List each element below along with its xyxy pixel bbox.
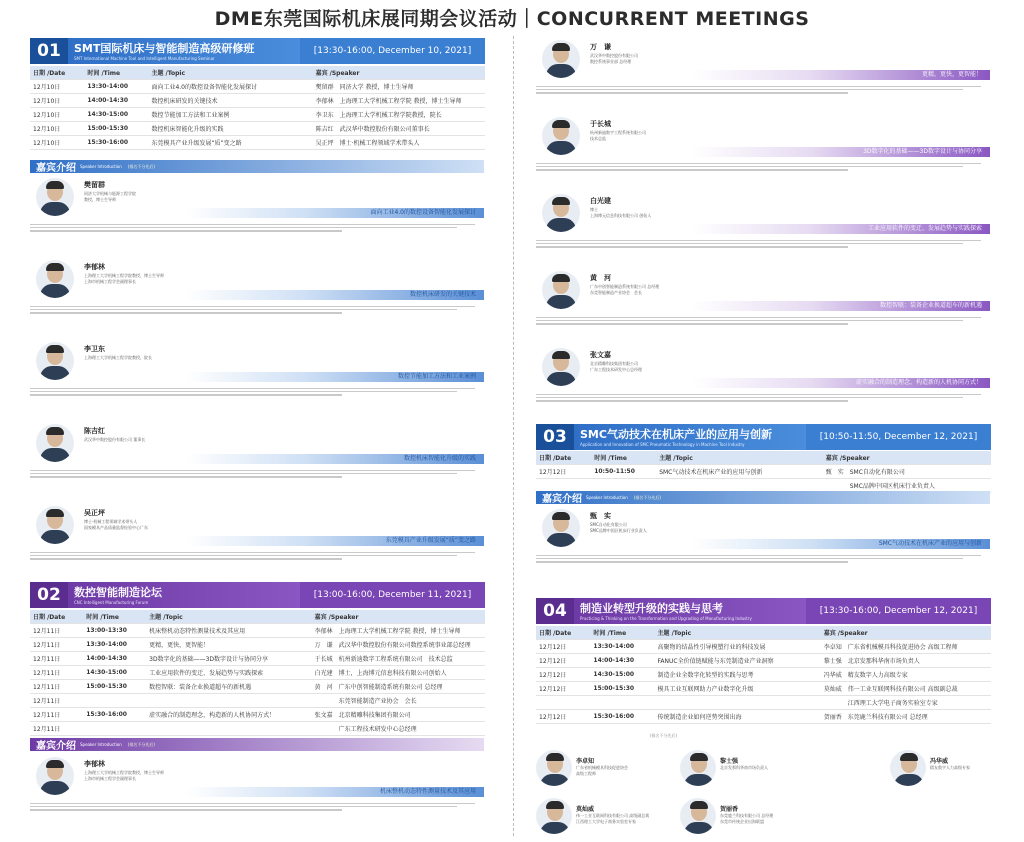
table-row [536, 682, 991, 696]
speaker-bio-placeholder [536, 553, 981, 568]
speaker-bio-placeholder [30, 550, 475, 565]
hair-shape [552, 351, 570, 359]
table-row [30, 722, 485, 736]
grid-speaker [680, 750, 768, 786]
torso-shape [546, 218, 576, 232]
speaker-name: 莫灿威 [576, 806, 595, 813]
speaker-title-2: 上海市机械工程学会副理事长 [84, 776, 136, 781]
speaker-photo [680, 798, 716, 834]
speaker-name: 冯华威 [930, 758, 949, 765]
speaker-name: 樊留群 [84, 181, 105, 189]
torso-shape [546, 64, 576, 78]
table-cell: 江西理工大学电子商务实验室专家 [821, 696, 991, 710]
speaker-bio-placeholder [30, 801, 475, 816]
section-time: [13:00-16:00, December 11, 2021] [300, 582, 485, 608]
speaker-title-2: SMC品牌中国区机床行业负责人 [590, 528, 647, 533]
speaker-title-2: 教授，博士生导师 [84, 197, 116, 202]
speaker-bio-placeholder [30, 468, 475, 483]
speaker-bio-placeholder [536, 161, 981, 176]
section-number: 03 [536, 424, 574, 450]
speaker-meta [576, 756, 628, 777]
speaker-photo [36, 424, 74, 462]
table-cell: 13:30-14:00 [83, 638, 146, 652]
section-title: SMC气动技术在机床产业的应用与创新 [580, 428, 772, 441]
table-cell: 东莞模具产业升级发展“质”变之路 [148, 136, 312, 150]
section-title: 制造业转型升级的实践与思考 [580, 602, 723, 615]
table-cell: 于长城 杭州新迪数字工程系统有限公司 技术总监 [312, 652, 485, 666]
table-header-cell: 嘉宾 /Speaker [823, 451, 991, 465]
speaker-meta [930, 756, 970, 771]
rank-note: (排名不分先后) [650, 733, 678, 738]
table-cell: 贺丽香 东莞鹿兰科技有限公司 总经理 [821, 710, 991, 724]
table-cell: 15:00-15:30 [83, 680, 146, 694]
speaker-topic: 虚实融合的制造理念，构造新的人机协同方式！ [692, 378, 990, 388]
speaker-title: 上海理工大学机械工程学院教授，博士生导师 [84, 770, 164, 775]
table-cell: 13:30-14:00 [84, 80, 148, 94]
table-cell: 冯华威 精友数字人力高级专家 [821, 668, 991, 682]
table-header-row [30, 610, 485, 624]
table-cell: 12月10日 [30, 94, 84, 108]
speaker-photo [36, 178, 74, 216]
table-row [30, 680, 485, 694]
page-title: DME东莞国际机床展同期会议活动｜CONCURRENT MEETINGS [214, 8, 810, 30]
table-cell: 陈吉红 武汉华中数控股份有限公司董事长 [313, 122, 485, 136]
speaker-photo [536, 798, 572, 834]
table-cell: 莫灿威 伟一工业互联网科技有限公司 高级副总裁 [821, 682, 991, 696]
torso-shape [546, 141, 576, 155]
speaker-title: 同济大学机械与能源工程学院 [84, 191, 136, 196]
table-cell: 张文嘉 北京精雕科技集团有限公司 [312, 708, 485, 722]
table-cell: 12月11日 [30, 680, 83, 694]
section-02-header [30, 582, 485, 608]
grid-speaker [680, 798, 773, 834]
speaker-photo [536, 750, 572, 786]
table-header-cell: 嘉宾 /Speaker [313, 66, 485, 80]
table-cell: 15:30-16:00 [84, 136, 148, 150]
speaker-topic: 数控智联：装备企业换道超车的新机遇 [692, 301, 990, 311]
section-04-header [536, 598, 991, 624]
table-cell: 12月12日 [536, 668, 590, 682]
speaker-topic: 数控机床研发的关键技术 [186, 290, 484, 300]
speaker-name: 白光建 [590, 197, 611, 205]
speaker-topic: 工业应用软件的变迁、发展趋势与实践探索 [692, 224, 990, 234]
speaker-topic: 数控机床智能化升级的实践 [186, 454, 484, 464]
torso-shape [40, 781, 70, 795]
table-cell: 甄 实 SMC自动化有限公司 [823, 465, 991, 479]
table-cell: FANUC全价值链赋能与东莞制造业产业洞察 [655, 654, 821, 668]
hair-shape [552, 197, 570, 205]
table-row [30, 94, 485, 108]
table-cell: 机床整机动态特性测量技术及其应用 [146, 624, 311, 638]
section-03-header [536, 424, 991, 450]
speaker-photo [542, 348, 580, 386]
speaker-title: 武汉华中数控股份有限公司 [590, 53, 638, 58]
section-time: [13:30-16:00, December 12, 2021] [806, 598, 991, 624]
table-cell: 12月11日 [30, 624, 83, 638]
hair-shape [546, 753, 564, 761]
hair-shape [900, 753, 918, 761]
table-cell: SMC气动技术在机床产业的应用与创新 [656, 465, 823, 479]
speaker-bio-placeholder [536, 84, 981, 99]
section-title-block [574, 598, 806, 624]
table-cell: 12月11日 [30, 652, 83, 666]
speaker-title: SMC自动化有限公司 [590, 522, 627, 527]
table-row [536, 654, 991, 668]
table-cell [83, 694, 146, 708]
speaker-topic: 数控节能加工方法和工业案例 [186, 372, 484, 382]
speaker-title: 上海理工大学机械工程学院教授，院长 [84, 355, 152, 360]
grid-speaker [536, 798, 649, 834]
speaker-name: 贺丽香 [720, 806, 739, 813]
table-header-cell: 主题 /Topic [148, 66, 312, 80]
table-row [536, 668, 991, 682]
torso-shape [40, 284, 70, 298]
table-row [30, 638, 485, 652]
speaker-intro-header-03 [536, 491, 990, 504]
speaker-meta [720, 804, 773, 825]
table-cell: 12月11日 [30, 638, 83, 652]
table-cell: 12月12日 [536, 710, 590, 724]
speaker-title-2: 东莞市传统企业出海联盟 [720, 819, 764, 824]
table-cell: 12月12日 [536, 682, 590, 696]
table-row [30, 708, 485, 722]
table-header-cell: 时间 /Time [84, 66, 148, 80]
table-row [30, 108, 485, 122]
torso-shape [40, 202, 70, 216]
table-header-cell: 时间 /Time [591, 451, 656, 465]
table-row [30, 694, 485, 708]
table-cell: 黎士强 北京发那科华南市场负责人 [821, 654, 991, 668]
table-row [30, 136, 485, 150]
table-cell [146, 722, 311, 736]
table-cell: 13:30-14:00 [590, 640, 654, 654]
speaker-intro-label: 嘉宾介绍 [36, 163, 76, 174]
speaker-title: 博士·机械工程领域学术带头人 [84, 519, 138, 524]
speaker-name: 黄 河 [590, 274, 611, 282]
table-cell: 万 谦 武汉华中数控股份有限公司数控系统事业部总经理 [312, 638, 485, 652]
speaker-title: 北京发那科华南市场负责人 [720, 765, 768, 770]
speaker-name: 吴正坪 [84, 509, 105, 517]
speaker-title: 武汉华中数控股份有限公司 董事长 [84, 437, 146, 442]
table-cell: 12月10日 [30, 108, 84, 122]
table-row [536, 640, 991, 654]
grid-speaker [890, 750, 970, 786]
table-cell [655, 696, 821, 710]
speaker-title: 东莞鹿兰科技有限公司 总经理 [720, 813, 774, 818]
torso-shape [540, 774, 570, 786]
speaker-name: 张文嘉 [590, 351, 611, 359]
hair-shape [46, 427, 64, 435]
table-row [536, 710, 991, 724]
section-number: 01 [30, 38, 68, 64]
speaker-intro-en: Speaker Introduction [80, 742, 122, 747]
speaker-name: 李卓知 [576, 758, 595, 765]
section-number: 02 [30, 582, 68, 608]
speaker-title-2: 东莞智能制造产业协会 会长 [590, 290, 642, 295]
table-cell: 12月12日 [536, 654, 590, 668]
speaker-intro-en: Speaker Introduction [586, 495, 628, 500]
speaker-intro-header [30, 160, 484, 173]
agenda-table-03 [536, 451, 991, 493]
rank-note: (排名不分先后) [633, 494, 661, 500]
table-cell: 15:00-15:30 [84, 122, 148, 136]
speaker-name: 甄 实 [590, 512, 611, 520]
table-cell: 数控机床智能化升级的实践 [148, 122, 312, 136]
rank-note: (排名不分先后) [127, 163, 155, 169]
hair-shape [552, 274, 570, 282]
table-cell: 15:00-15:30 [590, 682, 654, 696]
torso-shape [546, 533, 576, 547]
speaker-name: 万 谦 [590, 43, 611, 51]
speaker-topic: 更精，更快，更智能！ [692, 70, 990, 80]
torso-shape [40, 366, 70, 380]
table-header-cell: 嘉宾 /Speaker [312, 610, 485, 624]
table-cell: 12月10日 [30, 122, 84, 136]
table-cell: 李卫东 上海理工大学机械工程学院教授，院长 [313, 108, 485, 122]
section-title: 数控智能制造论坛 [74, 586, 162, 599]
speaker-title-2: 国家模具产品质量监督检验中心广东 [84, 525, 148, 530]
table-header-cell: 日期 /Date [30, 66, 84, 80]
table-cell: 14:00-14:30 [84, 94, 148, 108]
table-cell: 更精，更快，更智能！ [146, 638, 311, 652]
table-cell [83, 722, 146, 736]
torso-shape [546, 372, 576, 386]
table-cell: 14:30-15:00 [590, 668, 654, 682]
torso-shape [40, 448, 70, 462]
hair-shape [552, 512, 570, 520]
speaker-topic: 机床整机动态特性测量技术及其应用 [186, 787, 484, 797]
speaker-name: 李卫东 [84, 345, 105, 353]
table-cell [536, 696, 590, 710]
speaker-title: 上海理工大学机械工程学院教授，博士生导师 [84, 273, 164, 278]
speaker-photo [36, 506, 74, 544]
table-cell: 李郁林 上海理工大学机械工程学院 教授，博士生导师 [312, 624, 485, 638]
speaker-title: 广东省机械模具科技促进协会 [576, 765, 628, 770]
speaker-photo [36, 757, 74, 795]
hair-shape [46, 345, 64, 353]
table-cell: 传统制造企业如何逆势突围出海 [655, 710, 821, 724]
speaker-title-2: 江西理工大学电子商务实验室专家 [576, 819, 636, 824]
speaker-photo [36, 260, 74, 298]
torso-shape [546, 295, 576, 309]
grid-speaker [536, 750, 628, 786]
table-cell: 数控机床研发的关键技术 [148, 94, 312, 108]
table-row [30, 652, 485, 666]
speaker-name: 李郁林 [84, 263, 105, 271]
section-number: 04 [536, 598, 574, 624]
table-cell: 樊留群 同济大学 教授，博士生导师 [313, 80, 485, 94]
table-cell: 13:00-13:30 [83, 624, 146, 638]
speaker-bio-placeholder [30, 386, 475, 401]
speaker-title-2: 高级工程师 [576, 771, 596, 776]
table-cell: 广东工程技术研发中心总经理 [312, 722, 485, 736]
speaker-title-2: 数控系统事业部 总经理 [590, 59, 632, 64]
torso-shape [540, 822, 570, 834]
table-cell: 12月11日 [30, 666, 83, 680]
table-cell: 数控节能加工方法和工业案例 [148, 108, 312, 122]
speaker-bio-placeholder [30, 222, 475, 237]
hair-shape [46, 181, 64, 189]
speaker-title-2: 技术总监 [590, 136, 606, 141]
table-cell: SMC品牌中国区机床行业负责人 [823, 479, 991, 493]
table-cell: 工业应用软件的变迁、发展趋势与实践探索 [146, 666, 311, 680]
table-cell: 高聚物的结晶性引导模塑行业的科技发展 [655, 640, 821, 654]
section-subtitle: SMT International Machine Tool and Intelligent Manufacturing Seminar [74, 56, 215, 61]
speaker-photo [542, 117, 580, 155]
torso-shape [684, 822, 714, 834]
speaker-title: 精友数字人力高级专家 [930, 765, 970, 770]
speaker-bio-placeholder [30, 304, 475, 319]
speaker-bio-placeholder [536, 315, 981, 330]
section-title: SMT国际机床与智能制造高级研修班 [74, 42, 255, 55]
speaker-title: 北京精雕科技集团有限公司 [590, 361, 638, 366]
table-cell: 数控智联：装备企业换道超车的新机遇 [146, 680, 311, 694]
table-cell: 面向工业4.0的数控设备智能化发展探讨 [148, 80, 312, 94]
speaker-bio-placeholder [536, 238, 981, 253]
table-cell: 吴正坪 博士·机械工程领域学术带头人 [313, 136, 485, 150]
speaker-name: 陈吉红 [84, 427, 105, 435]
speaker-photo [542, 509, 580, 547]
speaker-photo [36, 342, 74, 380]
table-cell: 模具工业互联网助力产业数字化升级 [655, 682, 821, 696]
table-header-cell: 日期 /Date [536, 626, 590, 640]
hair-shape [690, 753, 708, 761]
table-header-row [536, 451, 991, 465]
speaker-title: 杭州新迪数字工程系统有限公司 [590, 130, 646, 135]
table-cell: 14:30-15:00 [83, 666, 146, 680]
speaker-intro-label: 嘉宾介绍 [36, 741, 76, 752]
table-header-row [30, 66, 485, 80]
table-cell: 12月11日 [30, 722, 83, 736]
torso-shape [894, 774, 924, 786]
section-title-block [68, 582, 300, 608]
speaker-title: 广东中创智能制造系统有限公司 总经理 [590, 284, 660, 289]
table-cell: 东莞智能制造产业协会 会长 [312, 694, 485, 708]
rank-note: (排名不分先后) [127, 741, 155, 747]
table-row [536, 465, 991, 479]
speaker-intro-label: 嘉宾介绍 [542, 494, 582, 505]
table-row [536, 696, 991, 710]
speaker-photo [542, 40, 580, 78]
agenda-table-01 [30, 66, 485, 150]
table-cell: 12月10日 [30, 80, 84, 94]
speaker-topic: 3D数字化的基础——3D数字设计与协同分享 [692, 147, 990, 157]
table-cell: 虚实融合的制造理念，构造新的人机协同方式！ [146, 708, 311, 722]
section-time: [10:50-11:50, December 12, 2021] [806, 424, 991, 450]
table-header-cell: 时间 /Time [590, 626, 654, 640]
speaker-intro-header-02 [30, 738, 484, 751]
speaker-photo [542, 271, 580, 309]
section-title-block [68, 38, 300, 64]
hair-shape [690, 801, 708, 809]
speaker-meta [720, 756, 768, 771]
table-cell: 12月10日 [30, 136, 84, 150]
hair-shape [552, 120, 570, 128]
section-time: [13:30-16:00, December 10, 2021] [300, 38, 485, 64]
speaker-title-2: 上海市机械工程学会副理事长 [84, 279, 136, 284]
speaker-title-2: 上海博元信息科技有限公司 创始人 [590, 213, 652, 218]
table-cell: 12月12日 [536, 465, 591, 479]
table-cell: 14:00-14:30 [83, 652, 146, 666]
speaker-title: 伟一工业互联网科技有限公司 高级副总裁 [576, 813, 650, 818]
speaker-topic: 东莞模具产业升级发展“质”变之路 [186, 536, 484, 546]
table-header-cell: 主题 /Topic [656, 451, 823, 465]
table-row [30, 80, 485, 94]
speaker-photo [680, 750, 716, 786]
table-cell: 李卓知 广东省机械模具科技促进协会 高级工程师 [821, 640, 991, 654]
speaker-photo [890, 750, 926, 786]
speaker-bio-placeholder [536, 392, 981, 407]
speaker-topic: SMC气动技术在机床产业的应用与创新 [692, 539, 990, 549]
table-row [30, 122, 485, 136]
table-cell: 黄 河 广东中创智能制造系统有限公司 总经理 [312, 680, 485, 694]
table-cell: 李郁林 上海理工大学机械工程学院 教授，博士生导师 [313, 94, 485, 108]
table-cell: 12月11日 [30, 708, 83, 722]
table-header-cell: 主题 /Topic [655, 626, 821, 640]
table-cell: 10:50-11:50 [591, 465, 656, 479]
torso-shape [40, 530, 70, 544]
column-divider [513, 36, 514, 836]
table-header-row [536, 626, 991, 640]
table-cell: 14:30-15:00 [84, 108, 148, 122]
speaker-title: 博士 [590, 207, 598, 212]
speaker-photo [542, 194, 580, 232]
speaker-name: 李郁林 [84, 760, 105, 768]
speaker-name: 黎士强 [720, 758, 739, 765]
hair-shape [46, 263, 64, 271]
table-cell: 白光建 博士，上海博元信息科技有限公司创始人 [312, 666, 485, 680]
table-row [30, 624, 485, 638]
table-cell [590, 696, 654, 710]
speaker-topic: 面向工业4.0的数控设备智能化发展探讨 [186, 208, 484, 218]
table-header-cell: 日期 /Date [536, 451, 591, 465]
table-cell: 15:30-16:00 [83, 708, 146, 722]
table-header-cell: 日期 /Date [30, 610, 83, 624]
agenda-table-04 [536, 626, 991, 724]
section-subtitle: CNC Intelligent Manufacturing Forum [74, 600, 149, 605]
section-subtitle: Application and Innovation of SMC Pneumatic Technology in Machine Tool Industry [580, 442, 745, 447]
hair-shape [46, 509, 64, 517]
agenda-table-02 [30, 610, 485, 736]
table-cell: 制造企业全数字化转型的实践与思考 [655, 668, 821, 682]
section-subtitle: Practicing & Thinking on the Transformation and Upgrading of Manufacturing Industry [580, 616, 752, 621]
speaker-title-2: 广东工程技术研发中心总经理 [590, 367, 642, 372]
table-cell [146, 694, 311, 708]
hair-shape [552, 43, 570, 51]
table-header-cell: 嘉宾 /Speaker [821, 626, 991, 640]
speaker-intro-en: Speaker Introduction [80, 164, 122, 169]
table-row [30, 666, 485, 680]
section-01-header [30, 38, 485, 64]
table-cell: 12月11日 [30, 694, 83, 708]
speaker-name: 于长城 [590, 120, 611, 128]
section-title-block [574, 424, 806, 450]
hair-shape [546, 801, 564, 809]
hair-shape [46, 760, 64, 768]
table-cell: 14:00-14:30 [590, 654, 654, 668]
table-header-cell: 时间 /Time [83, 610, 146, 624]
table-cell: 12月12日 [536, 640, 590, 654]
speaker-meta [576, 804, 649, 825]
table-cell: 15:30-16:00 [590, 710, 654, 724]
torso-shape [684, 774, 714, 786]
table-header-cell: 主题 /Topic [146, 610, 311, 624]
table-cell: 3D数字化的基础——3D数字设计与协同分享 [146, 652, 311, 666]
